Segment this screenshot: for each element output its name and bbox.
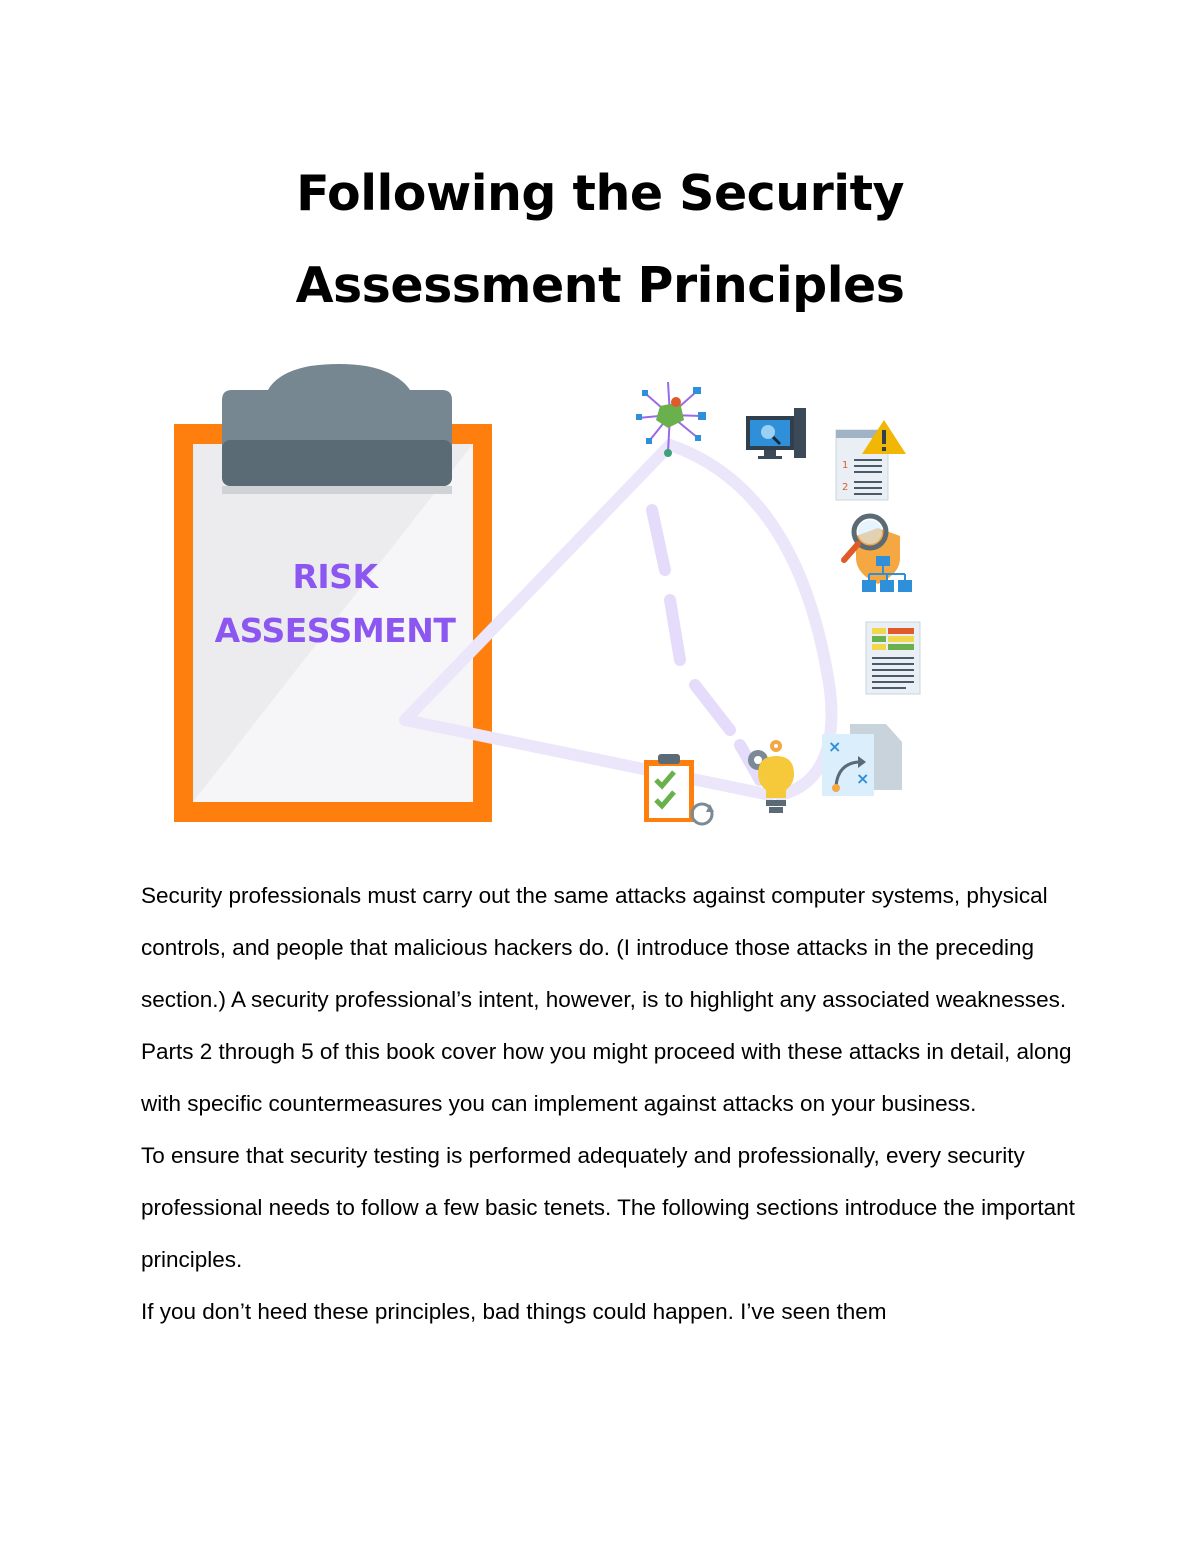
paragraph: If you don’t heed these principles, bad things could happen. I’ve seen them xyxy=(141,1299,887,1324)
paragraph: To ensure that security testing is performed adequately and professionally, every security professional needs to follow a few basic tenets. The following sections introduce the important principles. xyxy=(141,1143,1075,1272)
risk-label-line-2: ASSESSMENT xyxy=(214,611,456,650)
checklist-clipboard-icon xyxy=(644,754,714,824)
warning-list-icon xyxy=(836,420,906,500)
report-table-icon xyxy=(866,622,920,694)
svg-text:×: × xyxy=(828,737,842,756)
page-title xyxy=(0,148,1200,332)
svg-text:×: × xyxy=(856,769,870,788)
svg-text:1: 1 xyxy=(842,460,849,471)
paragraph: Security professionals must carry out the same attacks against computer systems, physical controls, and people that malicious hackers do. (I introduce those attacks in the preceding section.) A security professional’s intent, however, is to highlight any associated weaknesses. Parts 2 through 5 of this book cover how you might proceed with these attacks in detail, along with specific countermeasures you can implement against attacks on your business. xyxy=(141,883,1072,1116)
risk-assessment-label xyxy=(190,550,480,658)
computer-monitor-icon xyxy=(746,408,806,459)
svg-text:2: 2 xyxy=(842,482,849,493)
body-text xyxy=(141,870,1081,1338)
document-plan-icon xyxy=(822,724,902,796)
page-title-line-1: Following the Security xyxy=(296,165,904,222)
risk-label-line-1: RISK xyxy=(292,557,378,596)
magnifier-shield-icon xyxy=(844,516,912,592)
page-title-line-2: Assessment Principles xyxy=(295,257,905,314)
